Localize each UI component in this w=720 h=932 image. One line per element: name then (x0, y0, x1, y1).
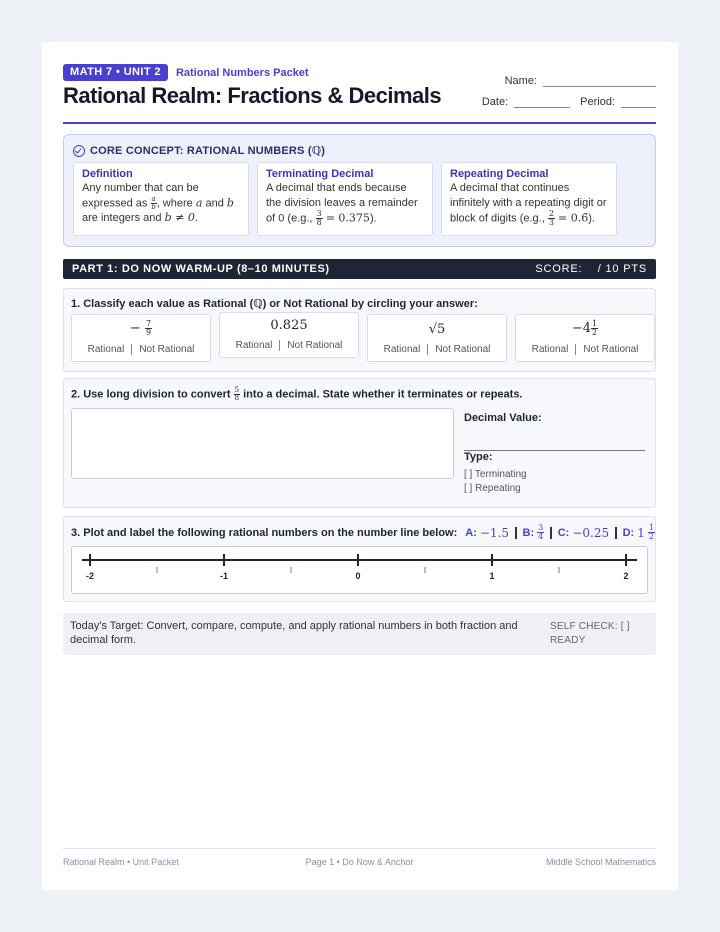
option-not-rational[interactable]: Not Rational (435, 344, 491, 355)
option-rational[interactable]: Rational (383, 344, 421, 355)
score-total: / 10 PTS (597, 263, 647, 275)
choice-value: √5 (428, 322, 446, 337)
number-line[interactable] (72, 547, 647, 593)
question-3-prompt: 3. Plot and label the following rational numbers on the number line below: A: −1.5 B: $\frac{3}{4}$ C: −0.25 D: 1 $\frac{1}{2}$ (71, 523, 654, 541)
core-concept-heading (73, 144, 325, 157)
repeating-title: Repeating Decimal (450, 168, 549, 180)
tick-label: -2 (85, 571, 95, 581)
option-rational[interactable]: Rational (531, 344, 569, 355)
option-not-rational[interactable]: Not Rational (139, 344, 195, 355)
option-not-rational[interactable]: Not Rational (583, 344, 639, 355)
header-divider (63, 122, 656, 124)
todays-target (63, 613, 656, 655)
decimal-value-label: Decimal Value: (464, 412, 542, 424)
terminating-title: Terminating Decimal (266, 168, 374, 180)
footer-left: Rational Realm • Unit Packet (63, 857, 179, 867)
footer-divider (63, 848, 656, 849)
question-1 (63, 288, 656, 372)
name-field[interactable] (543, 74, 656, 87)
question-1-prompt: 1. Classify each value as Rational (ℚ) or Not Rational by circling your answer: (71, 298, 478, 310)
choice-value: − $\frac{7}{9}$ (129, 319, 152, 337)
choice-card-0825[interactable] (219, 312, 359, 358)
student-info (481, 69, 656, 108)
point-d: D: 1 $\frac{1}{2}$ (622, 523, 654, 541)
target-text: Today's Target: Convert, compare, compute, and apply rational numbers in both fraction and decimal form. (70, 620, 518, 646)
worksheet-page (42, 42, 678, 890)
choice-value: 0.825 (270, 318, 308, 333)
terminating-card (257, 162, 433, 236)
question-2-prompt: 2. Use long division to convert $\frac{5}{8}$ into a decimal. State whether it terminates or repeats. (71, 386, 523, 402)
page-title: Rational Realm: Fractions & Decimals (63, 83, 442, 108)
choice-options (220, 340, 358, 351)
type-label: Type: (464, 451, 493, 463)
choice-options (72, 344, 210, 355)
point-b: B: $\frac{3}{4}$ (522, 523, 544, 541)
part1-title: PART 1: DO NOW WARM-UP (8–10 MINUTES) (72, 263, 330, 275)
footer-right: Middle School Mathematics (545, 857, 656, 867)
period-label: Period: (580, 96, 615, 108)
option-not-rational[interactable]: Not Rational (287, 340, 343, 351)
repeating-card (441, 162, 617, 236)
option-repeating[interactable]: [ ] Repeating (464, 483, 521, 494)
core-concept-title: CORE CONCEPT: RATIONAL NUMBERS (ℚ) (90, 145, 326, 157)
repeating-text: A decimal that continues infinitely with a repeating digit or block of digits (e.g., $\frac{2}{3}$ = 0.6̄). (450, 182, 607, 227)
unit-badge: MATH 7 • UNIT 2 (63, 64, 168, 81)
definition-card (73, 162, 249, 236)
date-field[interactable] (514, 95, 570, 108)
option-terminating[interactable]: [ ] Terminating (464, 469, 527, 480)
terminating-text: A decimal that ends because the division leaves a remainder of 0 (e.g., $\frac{3}{8}$ = 0.375). (266, 182, 418, 227)
part1-header-bar (63, 259, 656, 279)
packet-name: Rational Numbers Packet (175, 66, 309, 79)
choice-card-neg-4-1-2[interactable] (515, 314, 655, 362)
choice-options (368, 344, 506, 355)
choice-card-neg-7-9[interactable] (71, 314, 211, 362)
self-check[interactable]: SELF CHECK: [ ] READY (550, 621, 630, 646)
choice-options (516, 344, 654, 355)
definition-text: Any number that can be expressed as $\frac{a}{b}$ , where a and b are integers and b ≠ 0. (82, 182, 234, 224)
option-rational[interactable]: Rational (87, 344, 125, 355)
question-3 (63, 516, 656, 602)
tick-label: 0 (355, 571, 361, 581)
choice-value: −4 $\frac{1}{2}$ (571, 319, 598, 337)
score-label: SCORE: (535, 263, 583, 275)
score-area (535, 263, 647, 275)
page-content (63, 64, 656, 867)
period-field[interactable] (621, 95, 656, 108)
point-a: A: −1.5 (465, 525, 510, 540)
tick-label: -1 (219, 571, 229, 581)
tick-label: 2 (623, 571, 629, 581)
core-concept-box (63, 134, 656, 247)
definition-title: Definition (82, 168, 133, 180)
choice-card-sqrt5[interactable] (367, 314, 507, 362)
tick-label: 1 (489, 571, 495, 581)
option-rational[interactable]: Rational (235, 340, 273, 351)
name-label: Name: (504, 75, 537, 87)
footer-center: Page 1 • Do Now & Anchor (305, 857, 414, 867)
date-label: Date: (481, 96, 509, 108)
point-c: C: −0.25 (557, 525, 610, 540)
question-2 (63, 378, 656, 508)
check-circle-icon (73, 145, 85, 157)
number-line-box[interactable] (71, 546, 648, 594)
points-to-plot (465, 524, 655, 541)
work-area[interactable] (71, 408, 454, 479)
